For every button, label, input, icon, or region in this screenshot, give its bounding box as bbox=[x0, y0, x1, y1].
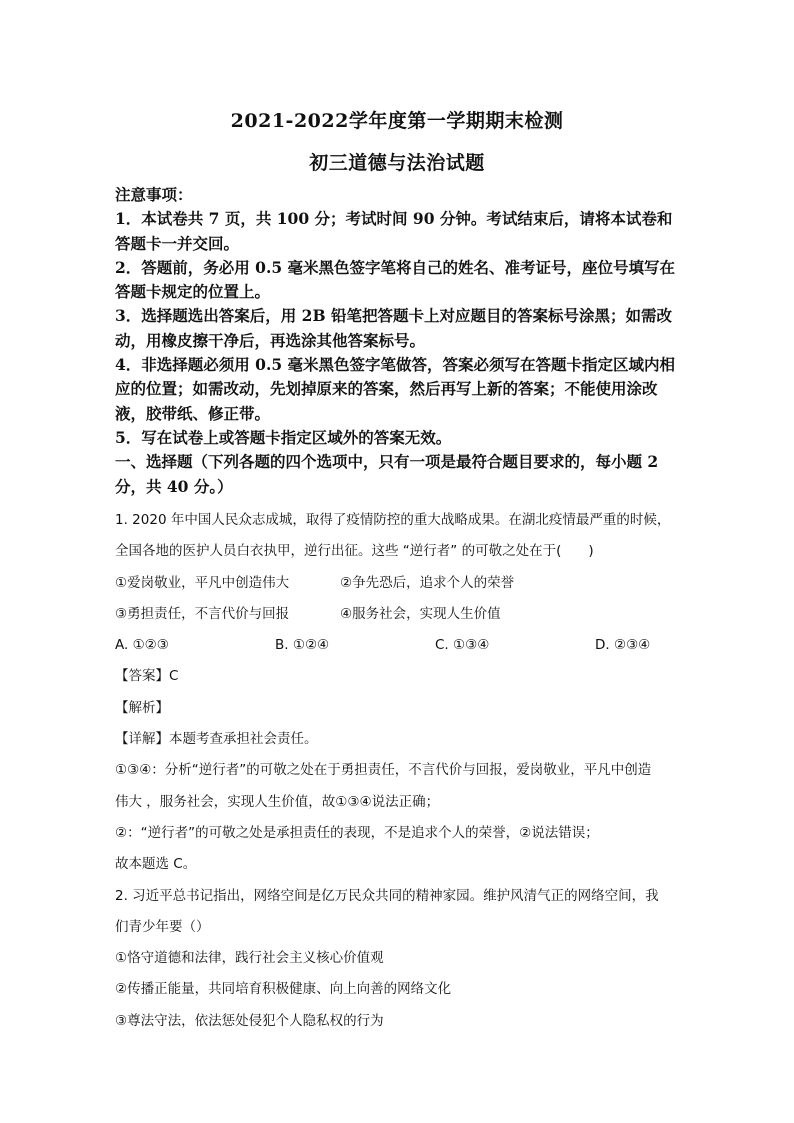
q2-statement: ③尊法守法，依法惩处侵犯个人隐私权的行为 bbox=[115, 1012, 384, 1029]
q1-option: B. ①②④ bbox=[275, 637, 330, 654]
q1-option: D. ②③④ bbox=[595, 637, 651, 654]
q1-conclusion: 故本题选 C。 bbox=[115, 856, 197, 873]
q1-statement: ③勇担责任，不言代价与回报 bbox=[115, 605, 290, 622]
q1-option: A. ①②③ bbox=[115, 637, 169, 654]
q1-explanation-line: ①③④：分析“逆行者”的可敬之处在于勇担责任，不言代价与回报，爱岗敬业，平凡中创造 bbox=[115, 762, 652, 779]
notice-item: 3．选择题选出答案后，用 2B 铅笔把答题卡上对应题目的答案标号涂黑；如需改动，用橡皮擦干净后，再选涂其他答案标号。 bbox=[115, 306, 672, 350]
q1-statement: ④服务社会，实现人生价值 bbox=[340, 605, 501, 622]
q2-stem-line: 2. 习近平总书记指出，网络空间是亿万民众共同的精神家园。维护风清气正的网络空间，我 bbox=[115, 887, 659, 904]
q1-option: C. ①③④ bbox=[435, 637, 490, 654]
q2-stem-line: 们青少年要（） bbox=[115, 918, 210, 935]
q1-statements-row bbox=[115, 599, 685, 630]
q1-stem-line: 1. 2020 年中国人民众志成城，取得了疫情防控的重大战略成果。在湖北疫情最严重的时候， bbox=[115, 512, 671, 528]
page-subtitle: 初三道德与法治试题 bbox=[309, 152, 485, 174]
notice-item: 2．答题前，务必用 0.5 毫米黑色签字笔将自己的姓名、准考证号，座位号填写在答题卡规定的位置上。 bbox=[115, 257, 676, 302]
notice-item: 4．非选择题必须用 0.5 毫米黑色签字笔做答，答案必须写在答题卡指定区域内相应的位置；如需改动，先划掉原来的答案，然后再写上新的答案；不能使用涂改液，胶带纸、修正带。 bbox=[115, 355, 676, 423]
section-heading: 一、选择题（下列各题的四个选项中，只有一项是最符合题目要求的，每小题 2 分，共 40 分。） bbox=[115, 452, 659, 496]
notice-block bbox=[115, 183, 685, 499]
notice-item: 1．本试卷共 7 页，共 100 分；考试时间 90 分钟。考试结束后，请将本试卷和答题卡一并交回。 bbox=[115, 209, 673, 253]
q1-options bbox=[115, 630, 685, 661]
q1-explanation-line: 伟大 ，服务社会，实现人生价值，故①③④说法正确； bbox=[115, 793, 440, 810]
notice-heading: 注意事项： bbox=[115, 185, 193, 204]
page-title: 2021-2022学年度第一学期期末检测 bbox=[230, 110, 564, 132]
notice-item: 5．写在试卷上或答题卡指定区域外的答案无效。 bbox=[115, 427, 452, 447]
question-list bbox=[115, 505, 685, 1037]
q1-explanation-line: ②：“逆行者”的可敬之处是承担责任的表现，不是追求个人的荣誉，②说法错误； bbox=[115, 824, 599, 841]
q2-statement: ①恪守道德和法律，践行社会主义核心价值观 bbox=[115, 950, 384, 967]
q1-statement: ②争先恐后，追求个人的荣誉 bbox=[340, 574, 515, 591]
q2-statement: ②传播正能量，共同培育积极健康、向上向善的网络文化 bbox=[115, 981, 452, 998]
q1-detail: 【详解】本题考查承担社会责任。 bbox=[115, 731, 318, 748]
q1-statement: ①爱岗敬业，平凡中创造伟大 bbox=[115, 574, 290, 591]
q1-answer: 【答案】C bbox=[115, 668, 179, 685]
q1-analysis-heading: 【解析】 bbox=[115, 699, 169, 716]
q1-statements-row bbox=[115, 568, 685, 599]
q1-stem-line: 全国各地的医护人员白衣执甲，逆行出征。这些 “逆行者” 的可敬之处在于( ) bbox=[115, 543, 594, 560]
